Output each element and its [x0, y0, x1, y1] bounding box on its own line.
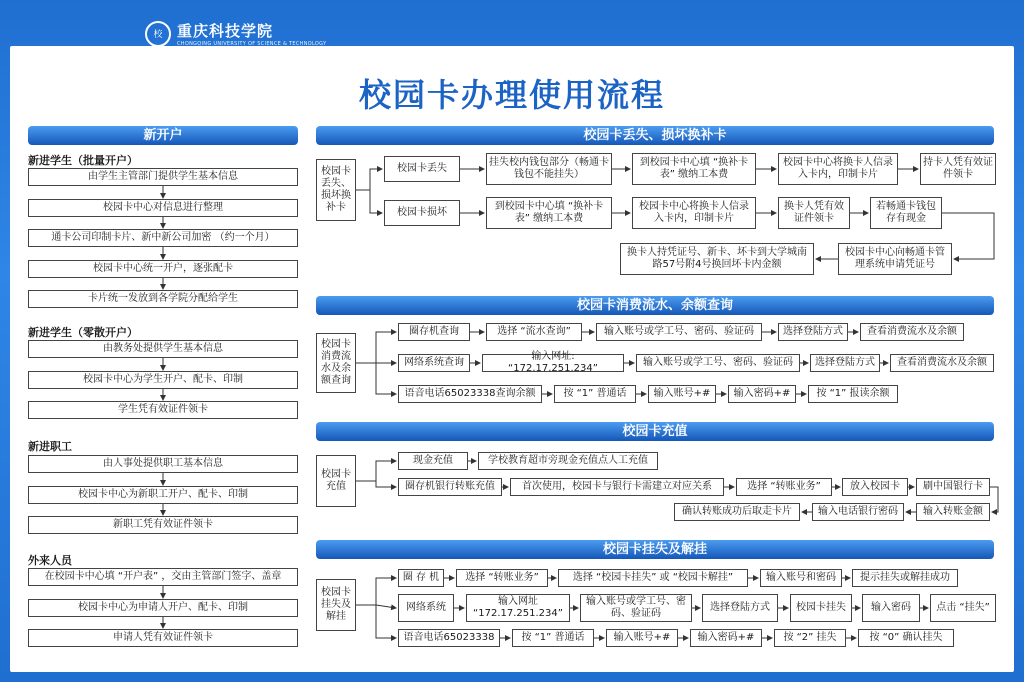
flow-step: 输入转账金额	[916, 503, 990, 521]
left-step: 校园卡中心为新职工开户、配卡、印制	[28, 486, 298, 504]
group-label-scattered: 新进学生（零散开户）	[28, 326, 138, 339]
connector	[376, 363, 396, 394]
left-step: 新职工凭有效证件领卡	[28, 516, 298, 534]
flow-step: 校园卡中心将换卡人信录入卡内，印制卡片	[632, 197, 756, 229]
flow-step: 选择 “校园卡挂失” 或 “校园卡解挂”	[558, 569, 748, 587]
flow-step: 按 “2” 挂失	[774, 629, 846, 647]
flow-step: 换卡人持凭证号、新卡、坏卡到大学城南路57号附4号换回坏卡内金额	[620, 243, 814, 275]
left-step: 校园卡中心为申请人开户、配卡、印制	[28, 599, 298, 617]
flow-step: 现金充值	[398, 452, 468, 470]
group-label-batch: 新进学生（批量开户）	[28, 154, 138, 167]
flow-step: 网络系统查询	[398, 354, 470, 372]
flow-step: 圈 存 机	[398, 569, 444, 587]
flow-step: 提示挂失或解挂成功	[852, 569, 958, 587]
connector	[356, 578, 396, 605]
flow-step: 输入账号或学工号、密码、验证码	[596, 323, 762, 341]
flow-step: 校园卡挂失	[790, 594, 852, 622]
flow-step: 挂失校内钱包部分（畅通卡钱包不能挂失）	[486, 153, 612, 185]
flow-step: 输入网址 “172.17.251.234”	[466, 594, 570, 622]
left-step: 卡片统一发放到各学院分配给学生	[28, 290, 298, 308]
flow-step: 持卡人凭有效证件领卡	[920, 153, 996, 185]
connector	[370, 190, 382, 213]
flow-step: 语音电话65023338查询余额	[398, 385, 542, 403]
left-step: 由学生主管部门提供学生基本信息	[28, 168, 298, 186]
flow-step: 校园卡丢失	[384, 156, 460, 182]
section-header-query: 校园卡消费流水、余额查询	[316, 296, 994, 315]
flow-step: 查看消费流水及余额	[890, 354, 994, 372]
flow-step: 校园卡中心将换卡人信录入卡内，印制卡片	[778, 153, 898, 185]
page-title: 校园卡办理使用流程	[358, 76, 665, 114]
school-name: 重庆科技学院	[177, 22, 274, 40]
connector	[356, 169, 382, 190]
flow-step: 按 “1” 普通话	[512, 629, 594, 647]
left-step: 由教务处提供学生基本信息	[28, 340, 298, 358]
flow-step: 放入校园卡	[842, 478, 908, 496]
flow-step: 刷中国银行卡	[916, 478, 990, 496]
group-label-staff: 新进职工	[28, 440, 72, 453]
flow-step: 首次使用，校园卡与银行卡需建立对应关系	[510, 478, 724, 496]
left-step: 申请人凭有效证件领卡	[28, 629, 298, 647]
flow-step: 学校教育超市旁现金充值点人工充值	[478, 452, 658, 470]
bottom-strip	[0, 672, 1024, 682]
flow-step: 语音电话65023338	[398, 629, 500, 647]
flow-step: 输入账号或学工号、密码、验证码	[636, 354, 800, 372]
connector	[356, 332, 396, 363]
flow-step: 到校园卡中心填 “换补卡表” 缴纳工本费	[632, 153, 756, 185]
left-step: 学生凭有效证件领卡	[28, 401, 298, 419]
flow-step: 输入账号和密码	[760, 569, 842, 587]
flow-step: 选择 “转账业务”	[736, 478, 832, 496]
flow-step: 选择登陆方式	[778, 323, 848, 341]
flow-step: 确认转账成功后取走卡片	[674, 503, 800, 521]
flow-step: 选择登陆方式	[702, 594, 778, 622]
group-label-visitors: 外来人员	[28, 554, 72, 567]
section-header-lost-report: 校园卡挂失及解挂	[316, 540, 994, 559]
flow-step: 查看消费流水及余额	[860, 323, 964, 341]
flow-start: 校园卡消费流水及余额查询	[316, 333, 356, 393]
flow-step: 选择 “转账业务”	[456, 569, 548, 587]
flow-step: 若畅通卡钱包存有现金	[870, 197, 942, 229]
flow-step: 输入账号+#	[648, 385, 716, 403]
flow-step: 输入密码+#	[690, 629, 762, 647]
seal-icon: 校	[145, 21, 171, 47]
flow-step: 输入账号或学工号、密码、验证码	[580, 594, 692, 622]
flow-start: 校园卡挂失及解挂	[316, 579, 356, 631]
left-step: 由人事处提供职工基本信息	[28, 455, 298, 473]
left-step: 校园卡中心对信息进行整理	[28, 199, 298, 217]
flow-step: 按 “0” 确认挂失	[858, 629, 954, 647]
flow-start: 校园卡丢失、损坏换补卡	[316, 159, 356, 221]
flow-step: 点击 “挂失”	[930, 594, 996, 622]
left-step: 通卡公司印制卡片、新中新公司加密 （约一个月）	[28, 229, 298, 247]
school-name-english: CHONGQING UNIVERSITY OF SCIENCE & TECHNOLOGY	[177, 41, 327, 47]
flow-step: 到校园卡中心填 “换补卡表” 缴纳工本费	[486, 197, 612, 229]
flow-step: 输入电话银行密码	[812, 503, 904, 521]
connector	[990, 487, 998, 512]
flow-step: 输入密码	[862, 594, 920, 622]
flow-step: 输入密码+#	[728, 385, 796, 403]
flow-step: 按 “1” 普通话	[554, 385, 636, 403]
section-header-replace-card: 校园卡丢失、损坏换补卡	[316, 126, 994, 145]
flow-step: 换卡人凭有效证件领卡	[778, 197, 850, 229]
flow-step: 输入账号+#	[606, 629, 678, 647]
flow-step: 网络系统	[398, 594, 454, 622]
connector	[376, 605, 396, 608]
flow-step: 按 “1” 报读余额	[808, 385, 898, 403]
section-header-recharge: 校园卡充值	[316, 422, 994, 441]
flow-step: 选择登陆方式	[810, 354, 880, 372]
flow-step: 校园卡损坏	[384, 200, 460, 226]
flow-step: 校园卡中心向畅通卡管理系统申请凭证号	[838, 243, 952, 275]
left-step: 在校园卡中心填 “开户表” ，交由主管部门签字、盖章	[28, 568, 298, 586]
flow-step: 圈存机银行转账充值	[398, 478, 502, 496]
connector	[356, 461, 396, 481]
connector	[376, 481, 396, 487]
connector	[376, 605, 396, 638]
flow-step: 选择 “流水查询”	[486, 323, 582, 341]
flow-step: 圈存机查询	[398, 323, 470, 341]
left-step: 校园卡中心统一开户，逐张配卡	[28, 260, 298, 278]
flow-step: 输入网址: “172.17.251.234”	[482, 354, 624, 372]
flow-start: 校园卡充值	[316, 455, 356, 507]
section-header-new-account: 新开户	[28, 126, 298, 145]
left-step: 校园卡中心为学生开户、配卡、印制	[28, 371, 298, 389]
